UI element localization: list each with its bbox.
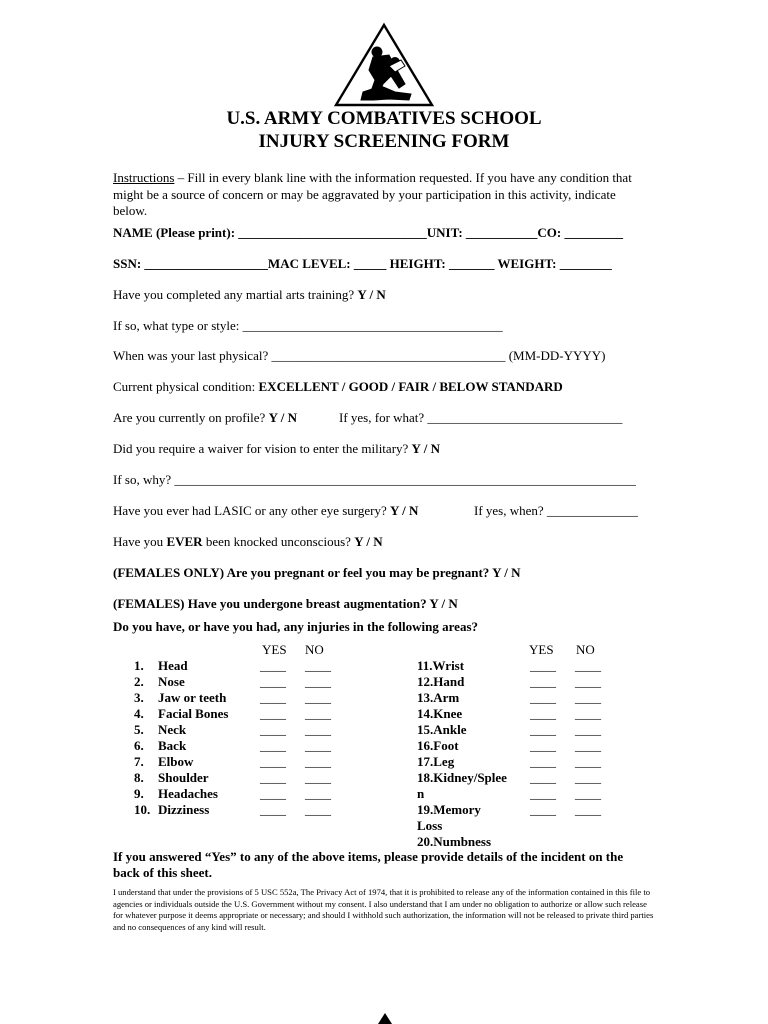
injury-yes-blank[interactable]: ____ (260, 786, 286, 801)
injury-no-blank[interactable]: ____ (305, 722, 331, 737)
injury-area-label: Back (158, 738, 187, 753)
injury-yes-blank[interactable]: ____ (260, 706, 286, 721)
injury-no-blank[interactable]: ____ (575, 786, 601, 801)
injury-yes-blank[interactable]: ____ (260, 722, 286, 737)
left-yes-header: YES (262, 642, 287, 657)
injury-area-label: Jaw or teeth (158, 690, 227, 705)
last-physical-field[interactable]: When was your last physical? ____________________________________ (MM-DD-YYYY) (113, 348, 606, 363)
pregnancy-question[interactable]: (FEMALES ONLY) Are you pregnant or feel you may be pregnant? Y / N (113, 565, 521, 580)
injury-number: 1. (134, 658, 144, 673)
injury-yes-blank[interactable]: ____ (260, 802, 286, 817)
injury-yes-blank[interactable]: ____ (530, 690, 556, 705)
left-no-header: NO (305, 642, 324, 657)
injury-no-blank[interactable]: ____ (575, 658, 601, 673)
injury-yes-blank[interactable]: ____ (260, 770, 286, 785)
injury-yes-blank[interactable]: ____ (260, 658, 286, 673)
injury-yes-blank[interactable]: ____ (530, 802, 556, 817)
injury-no-blank[interactable]: ____ (575, 770, 601, 785)
injury-no-blank[interactable]: ____ (575, 722, 601, 737)
injury-no-blank[interactable]: ____ (575, 690, 601, 705)
injury-number: 5. (134, 722, 144, 737)
ssn-mac-height-weight-line[interactable]: SSN: ___________________MAC LEVEL: _____ HEIGHT: _______ WEIGHT: ________ (113, 256, 612, 271)
injury-area-label: n (417, 786, 425, 801)
injury-yes-blank[interactable]: ____ (530, 658, 556, 673)
injury-yes-blank[interactable]: ____ (530, 754, 556, 769)
injury-number: 9. (134, 786, 144, 801)
physical-condition-question[interactable]: Current physical condition: EXCELLENT / GOOD / FAIR / BELOW STANDARD (113, 379, 563, 394)
injury-no-blank[interactable]: ____ (305, 786, 331, 801)
breast-augmentation-question[interactable]: (FEMALES) Have you undergone breast augmentation? Y / N (113, 596, 458, 611)
injury-area-label: Nose (158, 674, 185, 689)
unconscious-question[interactable]: Have you EVER been knocked unconscious? Y / N (113, 534, 383, 549)
yes-no-choice[interactable]: Y / N (390, 503, 419, 518)
injury-area-label: Facial Bones (158, 706, 229, 721)
condition-options[interactable]: EXCELLENT / GOOD / FAIR / BELOW STANDARD (258, 379, 563, 394)
injury-area-label: 17.Leg (417, 754, 455, 769)
injury-area-label: Shoulder (158, 770, 209, 785)
injury-yes-blank[interactable]: ____ (260, 690, 286, 705)
martial-arts-question[interactable]: Have you completed any martial arts training? Y / N (113, 287, 386, 302)
injury-yes-blank[interactable]: ____ (530, 722, 556, 737)
injury-no-blank[interactable]: ____ (305, 738, 331, 753)
injury-no-blank[interactable]: ____ (575, 738, 601, 753)
injury-no-blank[interactable]: ____ (305, 690, 331, 705)
injury-yes-blank[interactable]: ____ (530, 674, 556, 689)
yes-no-choice[interactable]: Y / N (357, 287, 386, 302)
eye-surgery-when-field[interactable]: If yes, when? ______________ (474, 503, 638, 518)
injury-number: 4. (134, 706, 144, 721)
injury-area-label: 13.Arm (417, 690, 460, 705)
injury-area-label: 20.Numbness (417, 834, 492, 849)
injury-area-label: Dizziness (158, 802, 210, 817)
injury-area-label: 11.Wrist (417, 658, 465, 673)
injury-no-blank[interactable]: ____ (305, 706, 331, 721)
vision-waiver-question[interactable]: Did you require a waiver for vision to enter the military? Y / N (113, 441, 440, 456)
injury-number: 8. (134, 770, 144, 785)
injury-yes-blank[interactable]: ____ (530, 706, 556, 721)
injury-yes-blank[interactable]: ____ (260, 754, 286, 769)
injury-area-label: Loss (417, 818, 443, 833)
instructions-text: – Fill in every blank line with the information requested. If you have any condition that might be a source of concern or may be aggravated by your participation in this activity, indicate below. (113, 170, 632, 218)
injury-number: 2. (134, 674, 144, 689)
waiver-reason-field[interactable]: If so, why? _______________________________________________________________________ (113, 472, 636, 487)
instructions (113, 170, 653, 220)
injury-number: 3. (134, 690, 144, 705)
injury-no-blank[interactable]: ____ (305, 658, 331, 673)
form-title-line-1: U.S. ARMY COMBATIVES SCHOOL (226, 108, 542, 129)
injury-area-label: 16.Foot (417, 738, 459, 753)
injury-area-label: Neck (158, 722, 187, 737)
injury-no-blank[interactable]: ____ (575, 674, 601, 689)
injury-area-label: 19.Memory (417, 802, 481, 817)
injury-yes-blank[interactable]: ____ (260, 738, 286, 753)
yes-no-choice[interactable]: Y / N (268, 410, 297, 425)
privacy-act-statement: I understand that under the provisions of 5 USC 552a, The Privacy Act of 1974, that it is prohibited to release any of the information contained in this file to agencies or individuals outside the U.S. Government without my consent. I also understand that I am under no obligation to authorize or allow such release for whatever purpose it deems appropriate or necessary; and should I withhold such authorization, the information will not be released to private third parties and no consequences of any kind will result. (113, 887, 654, 932)
injury-number: 7. (134, 754, 144, 769)
injury-no-blank[interactable]: ____ (305, 754, 331, 769)
details-instruction: If you answered “Yes” to any of the above items, please provide details of the incident on the back of this sheet. (113, 849, 624, 880)
injury-no-blank[interactable]: ____ (305, 802, 331, 817)
injury-area-label: 15.Ankle (417, 722, 467, 737)
injury-area-label: 14.Knee (417, 706, 463, 721)
injury-area-label: 18.Kidney/Splee (417, 770, 507, 785)
eye-surgery-question[interactable]: Have you ever had LASIC or any other eye surgery? Y / N (113, 503, 419, 518)
injury-number: 10. (134, 802, 151, 817)
injury-no-blank[interactable]: ____ (305, 770, 331, 785)
combatives-logo-icon (333, 22, 435, 108)
injury-no-blank[interactable]: ____ (305, 674, 331, 689)
instructions-label: Instructions (113, 170, 175, 185)
right-no-header: NO (576, 642, 595, 657)
injury-area-label: Elbow (158, 754, 194, 769)
profile-question[interactable]: Are you currently on profile? Y / N (113, 410, 297, 425)
injuries-question: Do you have, or have you had, any injuries in the following areas? (113, 619, 479, 634)
martial-style-field[interactable]: If so, what type or style: ________________________________________ (113, 318, 503, 333)
right-yes-header: YES (529, 642, 554, 657)
injury-no-blank[interactable]: ____ (575, 706, 601, 721)
yes-no-choice[interactable]: Y / N (354, 534, 383, 549)
injury-area-label: Head (158, 658, 188, 673)
yes-no-choice[interactable]: Y / N (411, 441, 440, 456)
injury-yes-blank[interactable]: ____ (530, 786, 556, 801)
triangle-mark-icon (378, 1013, 392, 1024)
injury-yes-blank[interactable]: ____ (530, 738, 556, 753)
form-title-line-2: INJURY SCREENING FORM (258, 131, 510, 152)
injury-area-label: Headaches (158, 786, 218, 801)
injury-no-blank[interactable]: ____ (575, 802, 601, 817)
profile-followup-field[interactable]: If yes, for what? ______________________________ (339, 410, 623, 425)
injury-yes-blank[interactable]: ____ (260, 674, 286, 689)
injury-number: 6. (134, 738, 144, 753)
name-unit-co-line[interactable]: NAME (Please print): _____________________________UNIT: ___________CO: _________ (113, 225, 623, 240)
injury-yes-blank[interactable]: ____ (530, 770, 556, 785)
injury-area-label: 12.Hand (417, 674, 465, 689)
injury-no-blank[interactable]: ____ (575, 754, 601, 769)
